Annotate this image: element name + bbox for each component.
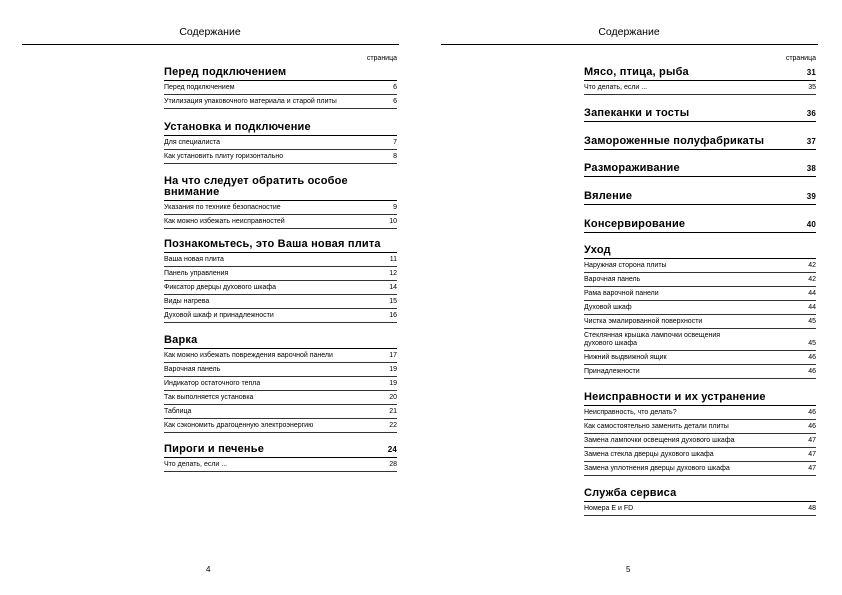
toc-entry-label: Как самостоятельно заменить детали плиты <box>584 423 729 430</box>
toc-entry-page: 28 <box>389 461 397 468</box>
section-title[interactable] <box>584 108 816 122</box>
section-title[interactable] <box>584 219 816 233</box>
section-page: 37 <box>806 137 816 146</box>
toc-entry-page: 21 <box>389 408 397 415</box>
left-toc <box>164 0 397 595</box>
toc-entry-page: 44 <box>808 304 816 311</box>
section-title-text: Замороженные полуфабрикаты <box>584 135 765 147</box>
section-title[interactable] <box>584 67 816 81</box>
toc-entry-label: Варочная панель <box>164 366 221 373</box>
toc-entry-page: 11 <box>389 256 397 263</box>
toc-entry-page: 35 <box>808 84 816 91</box>
toc-entry-page: 46 <box>808 423 816 430</box>
section-title[interactable]: Варка <box>164 335 397 349</box>
toc-entry-label: Варочная панель <box>584 276 641 283</box>
section-title[interactable]: Уход <box>584 245 816 259</box>
toc-entry-page: 6 <box>393 84 397 91</box>
toc-section <box>164 122 397 164</box>
toc-entry-page: 17 <box>389 352 397 359</box>
section-page: 24 <box>387 445 397 454</box>
toc-entry[interactable] <box>584 420 816 434</box>
left-page-number: 4 <box>206 565 211 574</box>
toc-entry[interactable] <box>584 301 816 315</box>
toc-entry[interactable] <box>164 458 397 472</box>
toc-section <box>164 335 397 433</box>
toc-entry-page: 44 <box>808 290 816 297</box>
toc-entry[interactable] <box>164 419 397 433</box>
toc-entry-page: 6 <box>393 98 397 105</box>
section-page: 38 <box>806 164 816 173</box>
section-title[interactable] <box>584 163 816 177</box>
toc-entry-label: Фиксатор дверцы духового шкафа <box>164 284 277 291</box>
toc-entry-label: Чистка эмалированной поверхности <box>584 318 703 325</box>
toc-section <box>584 219 816 233</box>
toc-section <box>164 176 397 229</box>
toc-entry-page: 7 <box>393 139 397 146</box>
toc-entry-label <box>584 332 720 348</box>
toc-entry-label: Перед подключением <box>164 84 235 91</box>
toc-section <box>164 67 397 109</box>
toc-entry-label: Для специалиста <box>164 139 221 146</box>
section-title[interactable] <box>164 176 397 201</box>
toc-entry[interactable] <box>164 377 397 391</box>
section-title[interactable]: Неисправности и их устранение <box>584 392 816 406</box>
toc-section <box>584 191 816 205</box>
right-column-label: страница <box>785 55 816 62</box>
toc-entry[interactable] <box>584 273 816 287</box>
toc-entry[interactable] <box>584 81 816 95</box>
toc-entry-label: Наружная сторона плиты <box>584 262 667 269</box>
right-header-title: Содержание <box>598 26 660 38</box>
section-title-text: Консервирование <box>584 218 686 230</box>
toc-entry-page: 47 <box>808 465 816 472</box>
toc-entry-label: Замена лампочки освещения духового шкафа <box>584 437 735 444</box>
toc-entry-label: Рама варочной панели <box>584 290 659 297</box>
toc-section <box>584 136 816 150</box>
toc-entry-page: 8 <box>393 153 397 160</box>
toc-entry-page: 9 <box>393 204 397 211</box>
toc-entry-page: 42 <box>808 276 816 283</box>
section-title-text: Размораживание <box>584 162 680 174</box>
toc-entry-page: 46 <box>808 368 816 375</box>
toc-entry[interactable] <box>164 309 397 323</box>
toc-entry-label: Ваша новая плита <box>164 256 224 263</box>
toc-entry-label: Замена стекла дверцы духового шкафа <box>584 451 714 458</box>
toc-section <box>584 245 816 379</box>
section-title[interactable]: Перед подключением <box>164 67 397 81</box>
toc-entry-page: 45 <box>808 318 816 325</box>
toc-entry-page: 46 <box>808 354 816 361</box>
toc-entry-page: 47 <box>808 437 816 444</box>
toc-section <box>584 108 816 122</box>
toc-entry-page: 20 <box>389 394 397 401</box>
toc-entry[interactable] <box>584 365 816 379</box>
right-toc <box>584 0 816 595</box>
section-page: 31 <box>806 68 816 77</box>
toc-entry-page: 15 <box>389 298 397 305</box>
toc-section <box>164 444 397 472</box>
toc-section <box>584 392 816 476</box>
section-title-line2: внимание <box>164 186 220 198</box>
toc-entry[interactable] <box>584 259 816 273</box>
toc-entry-label: Панель управления <box>164 270 229 277</box>
toc-entry-label: Так выполняется установка <box>164 394 254 401</box>
section-title[interactable] <box>584 136 816 150</box>
toc-entry[interactable] <box>164 81 397 95</box>
toc-entry-page: 46 <box>808 409 816 416</box>
toc-entry-label: Духовой шкаф <box>584 304 632 311</box>
toc-entry-label: Утилизация упаковочного материала и старой плиты <box>164 98 337 105</box>
toc-entry-label: Неисправность, что делать? <box>584 409 677 416</box>
toc-entry[interactable] <box>164 267 397 281</box>
toc-entry-page: 10 <box>389 218 397 225</box>
toc-section <box>164 239 397 323</box>
section-title-text: Мясо, птица, рыба <box>584 66 689 78</box>
toc-entry-label-line2: духового шкафа <box>584 340 638 347</box>
left-column-label: страница <box>366 55 397 62</box>
toc-entry-page: 19 <box>389 366 397 373</box>
section-title[interactable]: Познакомьтесь, это Ваша новая плита <box>164 239 397 253</box>
toc-entry[interactable] <box>164 281 397 295</box>
toc-entry-label: Как можно избежать неисправностей <box>164 218 285 225</box>
toc-section <box>584 67 816 95</box>
toc-entry-page: 16 <box>389 312 397 319</box>
toc-entry[interactable] <box>164 150 397 164</box>
toc-entry[interactable] <box>164 201 397 215</box>
toc-entry[interactable] <box>164 253 397 267</box>
toc-entry-label: Таблица <box>164 408 192 415</box>
toc-entry-label: Индикатор остаточного тепла <box>164 380 261 387</box>
toc-entry[interactable] <box>164 349 397 363</box>
toc-entry[interactable] <box>584 462 816 476</box>
toc-entry-label: Как можно избежать повреждения варочной панели <box>164 352 333 359</box>
toc-entry[interactable] <box>584 434 816 448</box>
toc-entry[interactable] <box>164 363 397 377</box>
toc-entry[interactable] <box>584 315 816 329</box>
section-page: 39 <box>806 192 816 201</box>
toc-entry-label: Номера E и FD <box>584 505 634 512</box>
toc-entry-page: 12 <box>389 270 397 277</box>
toc-entry[interactable] <box>164 295 397 309</box>
toc-entry-label: Духовой шкаф и принадлежности <box>164 312 274 319</box>
section-title[interactable] <box>164 444 397 458</box>
section-title[interactable]: Служба сервиса <box>584 488 816 502</box>
toc-entry[interactable] <box>584 448 816 462</box>
right-page-number: 5 <box>626 565 631 574</box>
toc-entry-page: 42 <box>808 262 816 269</box>
toc-entry-label: Что делать, если ... <box>164 461 228 468</box>
toc-entry[interactable] <box>164 215 397 229</box>
left-header-title: Содержание <box>179 26 241 38</box>
toc-entry-label: Как установить плиту горизонтально <box>164 153 284 160</box>
toc-section <box>584 488 816 516</box>
section-title-text: Вяление <box>584 190 633 202</box>
toc-entry[interactable] <box>164 405 397 419</box>
toc-entry-label: Как сэкономить драгоценную электроэнергию <box>164 422 314 429</box>
toc-entry-page: 14 <box>389 284 397 291</box>
toc-entry-label: Виды нагрева <box>164 298 210 305</box>
toc-entry-page: 22 <box>389 422 397 429</box>
section-page: 40 <box>806 220 816 229</box>
toc-entry-label: Принадлежности <box>584 368 640 375</box>
toc-entry[interactable] <box>164 95 397 109</box>
section-title[interactable]: Установка и подключение <box>164 122 397 136</box>
section-title-text: Запеканки и тосты <box>584 107 690 119</box>
toc-entry-page: 19 <box>389 380 397 387</box>
section-title-line1: На что следует обратить особое <box>164 175 348 187</box>
toc-entry[interactable] <box>584 502 816 516</box>
toc-entry-label: Что делать, если ... <box>584 84 648 91</box>
toc-section <box>584 163 816 177</box>
toc-entry-label-line1: Стеклянная крышка лампочки освещения <box>584 332 721 339</box>
toc-entry[interactable] <box>584 406 816 420</box>
toc-entry-label: Нижний выдвижной ящик <box>584 354 667 361</box>
toc-entry[interactable] <box>164 136 397 150</box>
toc-entry[interactable] <box>584 351 816 365</box>
toc-entry-page: 48 <box>808 505 816 512</box>
section-title-text: Пироги и печенье <box>164 443 265 455</box>
right-page <box>421 0 842 595</box>
toc-entry[interactable] <box>584 287 816 301</box>
toc-entry[interactable] <box>584 329 816 351</box>
toc-entry[interactable] <box>164 391 397 405</box>
toc-entry-label: Замена уплотнения дверцы духового шкафа <box>584 465 730 472</box>
toc-entry-label: Указания по технике безопасностие <box>164 204 281 211</box>
section-page: 36 <box>806 109 816 118</box>
toc-entry-page: 45 <box>808 340 816 347</box>
section-title[interactable] <box>584 191 816 205</box>
toc-entry-page: 47 <box>808 451 816 458</box>
